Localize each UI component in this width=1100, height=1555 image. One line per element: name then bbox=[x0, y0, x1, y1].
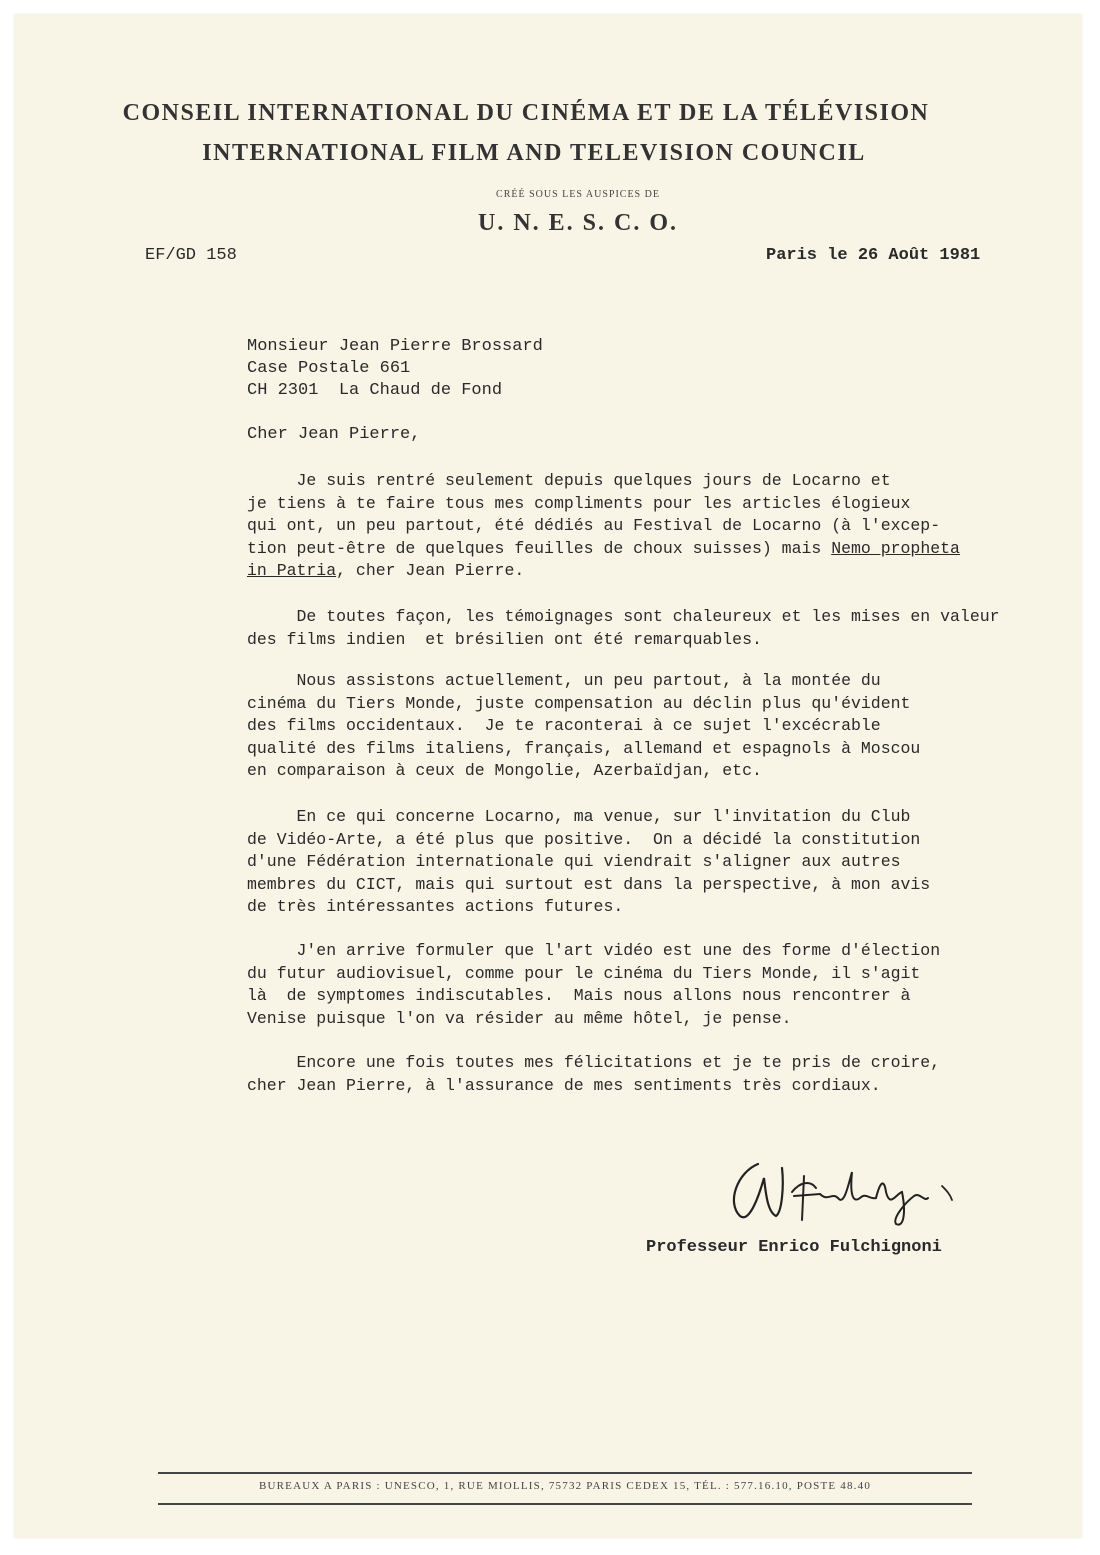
body-paragraph-1 bbox=[247, 470, 1077, 583]
recipient-city: CH 2301 La Chaud de Fond bbox=[247, 381, 503, 400]
letter-date: Paris le 26 Août 1981 bbox=[766, 246, 981, 265]
paragraph-1-end: , cher Jean Pierre. bbox=[336, 561, 525, 580]
letterhead-created-under: CRÉÉ SOUS LES AUSPICES DE bbox=[496, 189, 660, 200]
letterhead-title-english: INTERNATIONAL FILM AND TELEVISION COUNCIL bbox=[202, 140, 866, 166]
recipient-name: Monsieur Jean Pierre Brossard bbox=[247, 337, 543, 356]
body-paragraph-3: Nous assistons actuellement, un peu partout, à la montée du cinéma du Tiers Monde, juste compensation au déclin plus qu'évident des films occidentaux. Je te raconterai à ce sujet l'excécrable qualité des films italiens, français, allemand et espagnols à Moscou en comparaison à ceux de Mongolie, Azerbaïdjan, etc. bbox=[247, 671, 921, 780]
letterhead-title-french: CONSEIL INTERNATIONAL DU CINÉMA ET DE LA TÉLÉVISION bbox=[122, 100, 930, 126]
body-paragraph-6: Encore une fois toutes mes félicitations et je te pris de croire, cher Jean Pierre, à l'assurance de mes sentiments très cordiaux. bbox=[247, 1053, 941, 1095]
salutation: Cher Jean Pierre, bbox=[247, 425, 421, 444]
body-paragraph-2: De toutes façon, les témoignages sont chaleureux et les mises en valeur des films indien et brésilien ont été remarquables. bbox=[247, 607, 1000, 649]
recipient-address bbox=[247, 336, 543, 402]
latin-phrase-part-1: Nemo propheta bbox=[831, 538, 960, 558]
letterhead-unesco: U. N. E. S. C. O. bbox=[477, 210, 679, 236]
body-paragraph-5: J'en arrive formuler que l'art vidéo est une des forme d'élection du futur audiovisuel, comme pour le cinéma du Tiers Monde, il s'agit là de symptomes indiscutables. Mais nous allons nous rencontrer à Venise puisque l'on va résider au même hôtel, je pense. bbox=[247, 941, 941, 1028]
footer-rule-top bbox=[158, 1472, 972, 1474]
recipient-postbox: Case Postale 661 bbox=[247, 359, 411, 378]
body-paragraph-4: En ce qui concerne Locarno, ma venue, sur l'invitation du Club de Vidéo-Arte, a été plus que positive. On a décidé la constitution d'une Fédération internationale qui viendrait s'aligner aux autres membres du CICT, mais qui surtout est dans la perspective, à mon avis de très intéressantes actions futures. bbox=[247, 807, 931, 916]
letter-reference: EF/GD 158 bbox=[145, 246, 237, 265]
latin-phrase-part-2: in Patria bbox=[247, 561, 337, 580]
paragraph-1-text: Je suis rentré seulement depuis quelques jours de Locarno et je tiens à te faire tous mes compliments pour les articles élogieux qui ont, un peu partout, été dédiés au Festival de Locarno (à l'excep- tion peut-être de quelques feuilles de choux suisses) mais bbox=[247, 471, 941, 558]
letter-sheet bbox=[14, 14, 1082, 1538]
footer-address: BUREAUX A PARIS : UNESCO, 1, RUE MIOLLIS, 75732 PARIS CEDEX 15, TÉL. : 577.16.10, POSTE 48.40 bbox=[258, 1480, 872, 1492]
signer-name: Professeur Enrico Fulchignoni bbox=[646, 1238, 942, 1257]
handwritten-signature bbox=[720, 1142, 980, 1232]
footer-rule-bottom bbox=[158, 1503, 972, 1505]
